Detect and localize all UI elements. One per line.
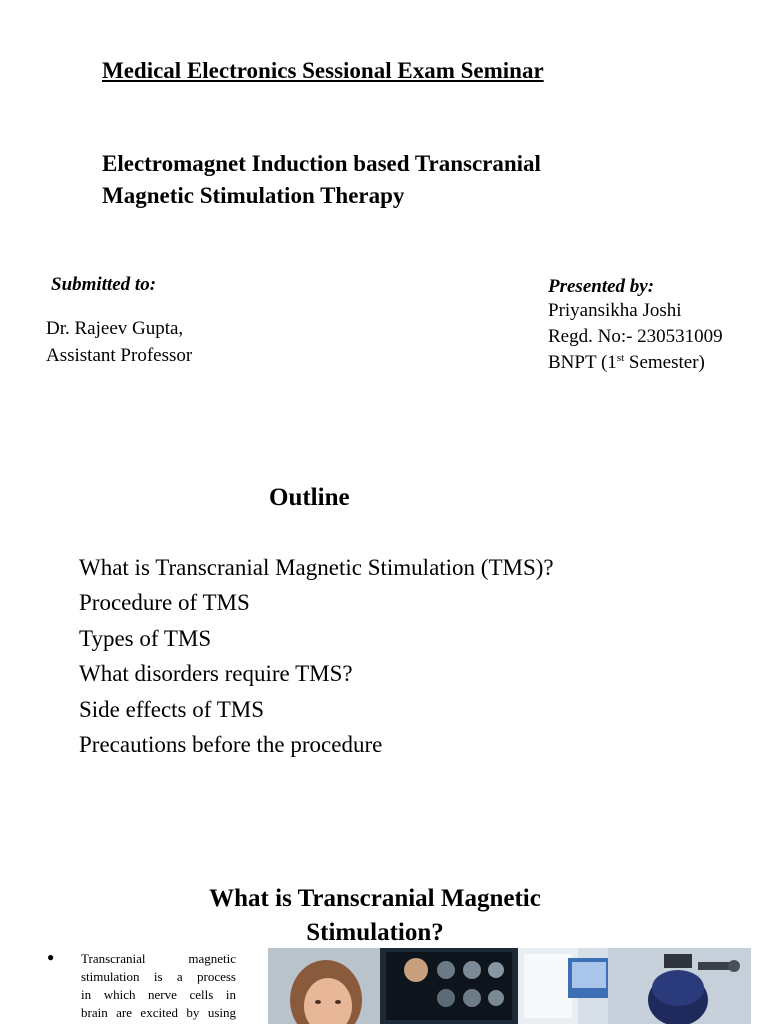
bullet-line: in which nerve cells in bbox=[81, 987, 236, 1002]
bullet-line: brain are excited by using bbox=[81, 1005, 236, 1020]
topic-title-line-1: Electromagnet Induction based Transcranial bbox=[102, 151, 541, 176]
presented-by-label: Presented by: bbox=[548, 276, 655, 297]
outline-item: Side effects of TMS bbox=[79, 696, 265, 722]
outline-item: What disorders require TMS? bbox=[79, 661, 353, 687]
bullet-icon: ● bbox=[47, 950, 55, 964]
course-prefix: BNPT (1 bbox=[548, 352, 617, 373]
outline-item: Procedure of TMS bbox=[79, 590, 250, 616]
topic-title bbox=[102, 148, 662, 212]
outline-item: Types of TMS bbox=[79, 625, 212, 651]
guide-name: Dr. Rajeev Gupta, bbox=[46, 318, 184, 339]
outline-list bbox=[79, 550, 554, 762]
course-suffix: Semester) bbox=[624, 352, 705, 373]
outline-item: What is Transcranial Magnetic Stimulation (TMS)? bbox=[79, 555, 554, 580]
bullet-line: stimulation is a process bbox=[81, 969, 236, 984]
seminar-title: Medical Electronics Sessional Exam Seminar bbox=[102, 58, 544, 83]
presenter-name: Priyansikha Joshi bbox=[548, 300, 682, 321]
bullet-paragraph bbox=[81, 950, 236, 1022]
registration-number: Regd. No:- 230531009 bbox=[548, 326, 723, 347]
course-semester bbox=[548, 352, 705, 374]
course-ordinal: st bbox=[616, 352, 625, 364]
tms-photo-illustration bbox=[268, 948, 751, 1024]
tms-clinic-photo bbox=[268, 948, 751, 1024]
guide-designation: Assistant Professor bbox=[46, 345, 193, 366]
submitted-to-label: Submitted to: bbox=[51, 274, 157, 295]
section-heading-line-2: Stimulation? bbox=[306, 919, 444, 946]
bullet-line: Transcranial magnetic bbox=[81, 951, 236, 966]
section-heading-line-1: What is Transcranial Magnetic bbox=[209, 885, 541, 912]
outline-heading: Outline bbox=[269, 484, 350, 511]
section-heading bbox=[150, 882, 600, 950]
topic-title-line-2: Magnetic Stimulation Therapy bbox=[102, 183, 405, 208]
outline-item: Precautions before the procedure bbox=[79, 732, 383, 758]
